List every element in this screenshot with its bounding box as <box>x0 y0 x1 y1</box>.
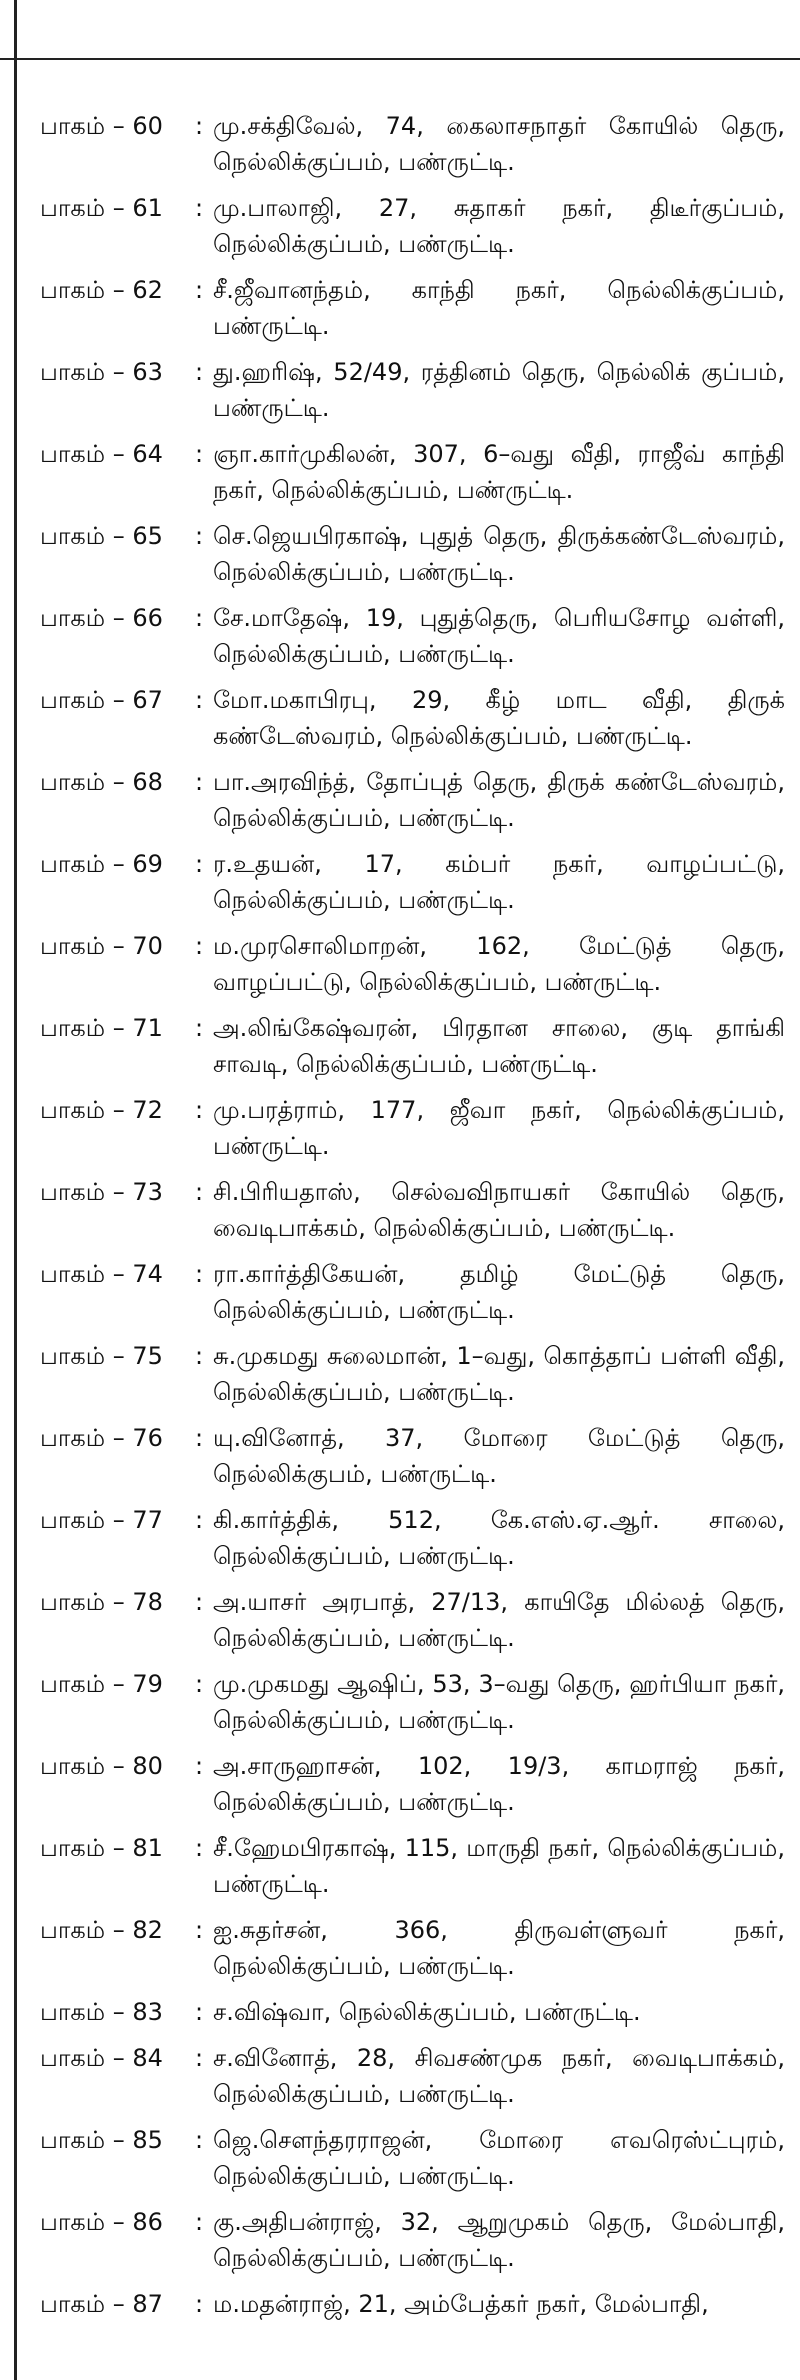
colon-separator: : <box>195 1178 204 1206</box>
list-item <box>40 846 785 918</box>
list-item <box>40 1502 785 1574</box>
entry-text: மு.முகமது ஆஷிப், 53, 3–வது தெரு, ஹர்பியா நகர், நெல்லிக்குப்பம், பண்ருட்டி. <box>213 1670 785 1734</box>
list-item <box>40 2204 785 2276</box>
colon-separator: : <box>195 850 204 878</box>
list-item <box>40 928 785 1000</box>
entry-text: ர.உதயன், 17, கம்பர் நகர், வாழப்பட்டு, நெல்லிக்குப்பம், பண்ருட்டி. <box>213 850 785 914</box>
list-item <box>40 2040 785 2112</box>
entry-text: செ.ஜெயபிரகாஷ், புதுத் தெரு, திருக்கண்டேஸ்வரம், நெல்லிக்குப்பம், பண்ருட்டி. <box>213 522 785 586</box>
entry-text: சீ.ஹேமபிரகாஷ், 115, மாருதி நகர், நெல்லிக்குப்பம், பண்ருட்டி. <box>213 1834 785 1898</box>
part-label: பாகம் – 81 <box>40 1834 163 1862</box>
colon-separator: : <box>195 1506 204 1534</box>
colon-separator: : <box>195 522 204 550</box>
list-item <box>40 1748 785 1820</box>
colon-separator: : <box>195 932 204 960</box>
part-label: பாகம் – 63 <box>40 358 163 386</box>
list-item <box>40 1994 785 2030</box>
entry-text: மு.பரத்ராம், 177, ஜீவா நகர், நெல்லிக்குப்பம், பண்ருட்டி. <box>213 1096 785 1160</box>
entry-text: மோ.மகாபிரபு, 29, கீழ் மாட வீதி, திருக் கண்டேஸ்வரம், நெல்லிக்குப்பம், பண்ருட்டி. <box>213 686 785 750</box>
entry-text: ச.வினோத், 28, சிவசண்முக நகர், வைடிபாக்கம், நெல்லிக்குப்பம், பண்ருட்டி. <box>213 2044 785 2108</box>
entry-text: சி.பிரியதாஸ், செல்வவிநாயகர் கோயில் தெரு, வைடிபாக்கம், நெல்லிக்குப்பம், பண்ருட்டி. <box>213 1178 785 1242</box>
list-item <box>40 1830 785 1902</box>
entry-text: அ.யாசர் அரபாத், 27/13, காயிதே மில்லத் தெரு, நெல்லிக்குப்பம், பண்ருட்டி. <box>213 1588 785 1652</box>
colon-separator: : <box>195 276 204 304</box>
entry-text: சே.மாதேஷ், 19, புதுத்தெரு, பெரியசோழ வள்ளி, நெல்லிக்குப்பம், பண்ருட்டி. <box>213 604 785 668</box>
list-item <box>40 764 785 836</box>
entry-text: ரா.கார்த்திகேயன், தமிழ் மேட்டுத் தெரு, நெல்லிக்குப்பம், பண்ருட்டி. <box>213 1260 785 1324</box>
part-label: பாகம் – 86 <box>40 2208 163 2236</box>
part-label: பாகம் – 87 <box>40 2290 163 2318</box>
list-item <box>40 1092 785 1164</box>
list-item <box>40 272 785 344</box>
list-item <box>40 2122 785 2194</box>
entry-text: து.ஹரிஷ், 52/49, ரத்தினம் தெரு, நெல்லிக் குப்பம், பண்ருட்டி. <box>213 358 785 422</box>
entry-text: மு.சக்திவேல், 74, கைலாசநாதர் கோயில் தெரு, நெல்லிக்குப்பம், பண்ருட்டி. <box>213 112 785 176</box>
colon-separator: : <box>195 1916 204 1944</box>
part-label: பாகம் – 74 <box>40 1260 163 1288</box>
colon-separator: : <box>195 2290 204 2318</box>
part-label: பாகம் – 62 <box>40 276 163 304</box>
entry-text: மு.பாலாஜி, 27, சுதாகர் நகர், திடீர்குப்பம், நெல்லிக்குப்பம், பண்ருட்டி. <box>213 194 785 258</box>
colon-separator: : <box>195 1342 204 1370</box>
colon-separator: : <box>195 768 204 796</box>
entry-text: ம.மதன்ராஜ், 21, அம்பேத்கர் நகர், மேல்பாதி, <box>213 2290 709 2318</box>
part-label: பாகம் – 72 <box>40 1096 163 1124</box>
list-item <box>40 1010 785 1082</box>
entry-text: ஜெ.சௌந்தரராஜன், மோரை எவரெஸ்ட்புரம், நெல்லிக்குப்பம், பண்ருட்டி. <box>213 2126 785 2190</box>
entry-text: அ.சாருஹாசன், 102, 19/3, காமராஜ் நகர், நெல்லிக்குப்பம், பண்ருட்டி. <box>213 1752 785 1816</box>
colon-separator: : <box>195 440 204 468</box>
entry-text: கி.கார்த்திக், 512, கே.எஸ்.ஏ.ஆர். சாலை, நெல்லிக்குப்பம், பண்ருட்டி. <box>213 1506 785 1570</box>
entry-text: யு.வினோத், 37, மோரை மேட்டுத் தெரு, நெல்லிக்குபம், பண்ருட்டி. <box>213 1424 785 1488</box>
colon-separator: : <box>195 112 204 140</box>
colon-separator: : <box>195 1096 204 1124</box>
part-label: பாகம் – 70 <box>40 932 163 960</box>
colon-separator: : <box>195 1998 204 2026</box>
entry-text: சீ.ஜீவானந்தம், காந்தி நகர், நெல்லிக்குப்பம், பண்ருட்டி. <box>213 276 785 340</box>
part-label: பாகம் – 64 <box>40 440 163 468</box>
part-label: பாகம் – 60 <box>40 112 163 140</box>
colon-separator: : <box>195 1752 204 1780</box>
part-label: பாகம் – 84 <box>40 2044 163 2072</box>
colon-separator: : <box>195 2208 204 2236</box>
list-item <box>40 1912 785 1984</box>
part-label: பாகம் – 79 <box>40 1670 163 1698</box>
list-item <box>40 436 785 508</box>
part-label: பாகம் – 77 <box>40 1506 163 1534</box>
list-item <box>40 1420 785 1492</box>
entry-text: சு.முகமது சுலைமான், 1–வது, கொத்தாப் பள்ளி வீதி, நெல்லிக்குப்பம், பண்ருட்டி. <box>213 1342 785 1406</box>
list-item <box>40 190 785 262</box>
part-label: பாகம் – 68 <box>40 768 163 796</box>
colon-separator: : <box>195 1588 204 1616</box>
part-label: பாகம் – 83 <box>40 1998 163 2026</box>
entry-text: கு.அதிபன்ராஜ், 32, ஆறுமுகம் தெரு, மேல்பாதி, நெல்லிக்குப்பம், பண்ருட்டி. <box>213 2208 785 2272</box>
part-label: பாகம் – 69 <box>40 850 163 878</box>
part-label: பாகம் – 80 <box>40 1752 163 1780</box>
list-item <box>40 1174 785 1246</box>
top-border-rule <box>0 58 800 60</box>
colon-separator: : <box>195 2126 204 2154</box>
list-item <box>40 108 785 180</box>
entry-text: ம.முரசொலிமாறன், 162, மேட்டுத் தெரு, வாழப்பட்டு, நெல்லிக்குப்பம், பண்ருட்டி. <box>213 932 785 996</box>
list-item <box>40 1666 785 1738</box>
part-label: பாகம் – 66 <box>40 604 163 632</box>
colon-separator: : <box>195 1260 204 1288</box>
colon-separator: : <box>195 2044 204 2072</box>
part-label: பாகம் – 67 <box>40 686 163 714</box>
part-label: பாகம் – 71 <box>40 1014 163 1042</box>
list-item <box>40 1584 785 1656</box>
entry-text: பா.அரவிந்த், தோப்புத் தெரு, திருக் கண்டேஸ்வரம், நெல்லிக்குப்பம், பண்ருட்டி. <box>213 768 785 832</box>
colon-separator: : <box>195 604 204 632</box>
list-item <box>40 2286 785 2322</box>
part-label: பாகம் – 61 <box>40 194 163 222</box>
part-label: பாகம் – 82 <box>40 1916 163 1944</box>
colon-separator: : <box>195 1424 204 1452</box>
list-item <box>40 600 785 672</box>
colon-separator: : <box>195 194 204 222</box>
part-label: பாகம் – 65 <box>40 522 163 550</box>
part-label: பாகம் – 73 <box>40 1178 163 1206</box>
colon-separator: : <box>195 358 204 386</box>
part-label: பாகம் – 75 <box>40 1342 163 1370</box>
list-item <box>40 354 785 426</box>
part-label: பாகம் – 76 <box>40 1424 163 1452</box>
entry-text: ஞா.கார்முகிலன், 307, 6–வது வீதி, ராஜீவ் காந்தி நகர், நெல்லிக்குப்பம், பண்ருட்டி. <box>213 440 785 504</box>
colon-separator: : <box>195 1014 204 1042</box>
part-label: பாகம் – 78 <box>40 1588 163 1616</box>
entry-list <box>40 108 785 2332</box>
list-item <box>40 1338 785 1410</box>
entry-text: ஐ.சுதர்சன், 366, திருவள்ளுவர் நகர், நெல்லிக்குப்பம், பண்ருட்டி. <box>213 1916 785 1980</box>
list-item <box>40 682 785 754</box>
entry-text: அ.லிங்கேஷ்வரன், பிரதான சாலை, குடி தாங்கி சாவடி, நெல்லிக்குப்பம், பண்ருட்டி. <box>213 1014 785 1078</box>
colon-separator: : <box>195 1834 204 1862</box>
left-border-rule <box>14 0 17 2380</box>
entry-text: ச.விஷ்வா, நெல்லிக்குப்பம், பண்ருட்டி. <box>213 1998 641 2026</box>
list-item <box>40 518 785 590</box>
part-label: பாகம் – 85 <box>40 2126 163 2154</box>
list-item <box>40 1256 785 1328</box>
colon-separator: : <box>195 686 204 714</box>
colon-separator: : <box>195 1670 204 1698</box>
